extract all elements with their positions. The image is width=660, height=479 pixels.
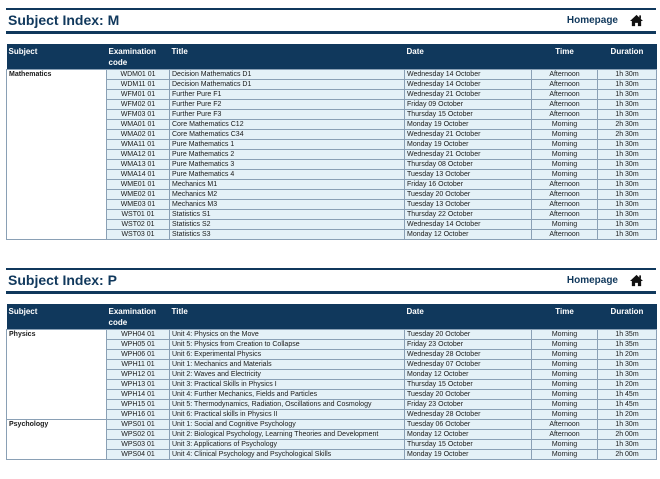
exam-title: Unit 3: Applications of Psychology: [170, 440, 405, 450]
exam-date: Friday 09 October: [405, 100, 532, 110]
exam-title: Mechanics M3: [170, 200, 405, 210]
exam-time: Morning: [532, 330, 598, 340]
exam-table: [6, 44, 657, 240]
section-title: Subject Index: P: [8, 272, 117, 288]
exam-duration: 1h 20m: [598, 380, 657, 390]
exam-time: Morning: [532, 150, 598, 160]
exam-duration: 1h 30m: [598, 220, 657, 230]
exam-time: Morning: [532, 410, 598, 420]
exam-date: Thursday 08 October: [405, 160, 532, 170]
exam-code: WMA14 01: [107, 170, 170, 180]
exam-code: WPH16 01: [107, 410, 170, 420]
exam-title: Further Pure F3: [170, 110, 405, 120]
home-icon[interactable]: [629, 14, 644, 27]
exam-code: WPH13 01: [107, 380, 170, 390]
subject-name: Mathematics: [7, 70, 107, 240]
exam-title: Unit 3: Practical Skills in Physics I: [170, 380, 405, 390]
exam-date: Thursday 15 October: [405, 110, 532, 120]
exam-duration: 1h 35m: [598, 330, 657, 340]
exam-title: Further Pure F2: [170, 100, 405, 110]
subject-name: Physics: [7, 330, 107, 420]
exam-date: Tuesday 06 October: [405, 420, 532, 430]
exam-code: WST02 01: [107, 220, 170, 230]
exam-code: WPS02 01: [107, 430, 170, 440]
exam-time: Morning: [532, 140, 598, 150]
exam-time: Morning: [532, 350, 598, 360]
exam-title: Unit 5: Thermodynamics, Radiation, Oscillations and Cosmology: [170, 400, 405, 410]
exam-title: Pure Mathematics 4: [170, 170, 405, 180]
header-time: Time: [532, 44, 598, 70]
exam-date: Wednesday 14 October: [405, 220, 532, 230]
exam-date: Monday 19 October: [405, 140, 532, 150]
exam-code: WPH06 01: [107, 350, 170, 360]
exam-code: WPH15 01: [107, 400, 170, 410]
exam-date: Wednesday 14 October: [405, 80, 532, 90]
exam-title: Pure Mathematics 3: [170, 160, 405, 170]
exam-title: Statistics S1: [170, 210, 405, 220]
exam-time: Afternoon: [532, 210, 598, 220]
exam-title: Decision Mathematics D1: [170, 80, 405, 90]
header-date: Date: [405, 304, 532, 330]
exam-date: Wednesday 21 October: [405, 130, 532, 140]
exam-date: Monday 12 October: [405, 370, 532, 380]
exam-time: Afternoon: [532, 80, 598, 90]
exam-title: Statistics S2: [170, 220, 405, 230]
exam-time: Morning: [532, 130, 598, 140]
exam-duration: 1h 30m: [598, 80, 657, 90]
exam-duration: 1h 30m: [598, 420, 657, 430]
exam-date: Tuesday 20 October: [405, 390, 532, 400]
exam-date: Tuesday 13 October: [405, 200, 532, 210]
exam-date: Thursday 22 October: [405, 210, 532, 220]
exam-title: Further Pure F1: [170, 90, 405, 100]
exam-code: WMA11 01: [107, 140, 170, 150]
exam-title: Unit 4: Physics on the Move: [170, 330, 405, 340]
exam-duration: 1h 30m: [598, 170, 657, 180]
exam-title: Unit 6: Experimental Physics: [170, 350, 405, 360]
exam-time: Afternoon: [532, 70, 598, 80]
exam-duration: 2h 30m: [598, 130, 657, 140]
exam-duration: 1h 20m: [598, 350, 657, 360]
exam-code: WFM02 01: [107, 100, 170, 110]
exam-date: Wednesday 21 October: [405, 150, 532, 160]
exam-duration: 2h 00m: [598, 430, 657, 440]
exam-date: Wednesday 14 October: [405, 70, 532, 80]
exam-duration: 1h 30m: [598, 70, 657, 80]
table-header-row: [7, 304, 657, 330]
table-row: [7, 420, 657, 430]
exam-time: Morning: [532, 380, 598, 390]
exam-time: Morning: [532, 450, 598, 460]
exam-code: WST01 01: [107, 210, 170, 220]
exam-duration: 1h 30m: [598, 100, 657, 110]
exam-date: Thursday 15 October: [405, 380, 532, 390]
exam-time: Morning: [532, 360, 598, 370]
exam-date: Tuesday 13 October: [405, 170, 532, 180]
subject-index-section: [6, 268, 656, 460]
exam-title: Statistics S3: [170, 230, 405, 240]
exam-date: Wednesday 07 October: [405, 360, 532, 370]
exam-title: Unit 2: Waves and Electricity: [170, 370, 405, 380]
exam-duration: 1h 30m: [598, 90, 657, 100]
exam-date: Monday 12 October: [405, 430, 532, 440]
exam-date: Monday 12 October: [405, 230, 532, 240]
exam-time: Morning: [532, 120, 598, 130]
header-date: Date: [405, 44, 532, 70]
header-time: Time: [532, 304, 598, 330]
table-row: [7, 70, 657, 80]
exam-time: Afternoon: [532, 180, 598, 190]
exam-duration: 1h 30m: [598, 370, 657, 380]
exam-title: Pure Mathematics 1: [170, 140, 405, 150]
exam-time: Afternoon: [532, 430, 598, 440]
exam-code: WME03 01: [107, 200, 170, 210]
header-subject: Subject: [7, 304, 107, 330]
exam-code: WMA02 01: [107, 130, 170, 140]
header-code: Examination code: [107, 44, 170, 70]
table-header-row: [7, 44, 657, 70]
exam-time: Afternoon: [532, 90, 598, 100]
exam-duration: 2h 00m: [598, 450, 657, 460]
exam-time: Morning: [532, 220, 598, 230]
exam-time: Afternoon: [532, 100, 598, 110]
exam-code: WPH11 01: [107, 360, 170, 370]
exam-code: WDM11 01: [107, 80, 170, 90]
exam-title: Core Mathematics C12: [170, 120, 405, 130]
exam-code: WME01 01: [107, 180, 170, 190]
exam-title: Unit 4: Further Mechanics, Fields and Particles: [170, 390, 405, 400]
exam-time: Afternoon: [532, 190, 598, 200]
exam-duration: 1h 45m: [598, 390, 657, 400]
exam-title: Unit 1: Social and Cognitive Psychology: [170, 420, 405, 430]
exam-date: Wednesday 21 October: [405, 90, 532, 100]
exam-title: Core Mathematics C34: [170, 130, 405, 140]
exam-duration: 1h 30m: [598, 200, 657, 210]
exam-date: Monday 19 October: [405, 120, 532, 130]
section-title: Subject Index: M: [8, 12, 120, 28]
section-header: [6, 270, 656, 294]
exam-code: WMA01 01: [107, 120, 170, 130]
exam-code: WME02 01: [107, 190, 170, 200]
homepage-link[interactable]: Homepage: [566, 275, 618, 286]
exam-time: Afternoon: [532, 200, 598, 210]
subject-index-section: [6, 8, 656, 240]
exam-title: Unit 2: Biological Psychology, Learning Theories and Development: [170, 430, 405, 440]
exam-duration: 1h 30m: [598, 230, 657, 240]
exam-table: [6, 304, 657, 460]
exam-duration: 1h 30m: [598, 110, 657, 120]
homepage-link[interactable]: Homepage: [566, 15, 618, 26]
table-row: [7, 330, 657, 340]
exam-date: Thursday 15 October: [405, 440, 532, 450]
header-subject: Subject: [7, 44, 107, 70]
header-code: Examination code: [107, 304, 170, 330]
exam-time: Morning: [532, 340, 598, 350]
header-title: Title: [170, 44, 405, 70]
exam-code: WPH12 01: [107, 370, 170, 380]
exam-title: Pure Mathematics 2: [170, 150, 405, 160]
exam-date: Friday 16 October: [405, 180, 532, 190]
exam-time: Afternoon: [532, 230, 598, 240]
exam-title: Unit 5: Physics from Creation to Collapse: [170, 340, 405, 350]
exam-date: Monday 19 October: [405, 450, 532, 460]
exam-duration: 1h 45m: [598, 400, 657, 410]
exam-code: WPH05 01: [107, 340, 170, 350]
header-duration: Duration: [598, 304, 657, 330]
exam-code: WFM01 01: [107, 90, 170, 100]
exam-duration: 1h 35m: [598, 340, 657, 350]
subject-name: Psychology: [7, 420, 107, 460]
header-title: Title: [170, 304, 405, 330]
exam-time: Afternoon: [532, 110, 598, 120]
exam-title: Unit 1: Mechanics and Materials: [170, 360, 405, 370]
exam-time: Afternoon: [532, 420, 598, 430]
exam-time: Morning: [532, 400, 598, 410]
exam-duration: 1h 30m: [598, 180, 657, 190]
exam-duration: 2h 30m: [598, 120, 657, 130]
exam-code: WMA12 01: [107, 150, 170, 160]
exam-duration: 1h 30m: [598, 440, 657, 450]
exam-time: Morning: [532, 170, 598, 180]
exam-duration: 1h 30m: [598, 140, 657, 150]
exam-code: WDM01 01: [107, 70, 170, 80]
exam-time: Morning: [532, 160, 598, 170]
exam-code: WPS01 01: [107, 420, 170, 430]
exam-code: WFM03 01: [107, 110, 170, 120]
exam-code: WPS03 01: [107, 440, 170, 450]
exam-date: Wednesday 28 October: [405, 350, 532, 360]
exam-duration: 1h 30m: [598, 360, 657, 370]
exam-date: Tuesday 20 October: [405, 190, 532, 200]
home-icon[interactable]: [629, 274, 644, 287]
exam-code: WST03 01: [107, 230, 170, 240]
exam-title: Mechanics M2: [170, 190, 405, 200]
exam-date: Friday 23 October: [405, 400, 532, 410]
exam-title: Unit 4: Clinical Psychology and Psychological Skills: [170, 450, 405, 460]
header-duration: Duration: [598, 44, 657, 70]
exam-time: Morning: [532, 440, 598, 450]
exam-title: Decision Mathematics D1: [170, 70, 405, 80]
exam-date: Tuesday 20 October: [405, 330, 532, 340]
exam-duration: 1h 20m: [598, 410, 657, 420]
exam-title: Unit 6: Practical skills in Physics II: [170, 410, 405, 420]
exam-time: Morning: [532, 390, 598, 400]
exam-duration: 1h 30m: [598, 190, 657, 200]
section-header: [6, 10, 656, 34]
exam-duration: 1h 30m: [598, 210, 657, 220]
exam-code: WPS04 01: [107, 450, 170, 460]
exam-code: WPH04 01: [107, 330, 170, 340]
exam-code: WMA13 01: [107, 160, 170, 170]
exam-date: Wednesday 28 October: [405, 410, 532, 420]
exam-title: Mechanics M1: [170, 180, 405, 190]
exam-date: Friday 23 October: [405, 340, 532, 350]
exam-duration: 1h 30m: [598, 160, 657, 170]
exam-code: WPH14 01: [107, 390, 170, 400]
exam-duration: 1h 30m: [598, 150, 657, 160]
exam-time: Morning: [532, 370, 598, 380]
